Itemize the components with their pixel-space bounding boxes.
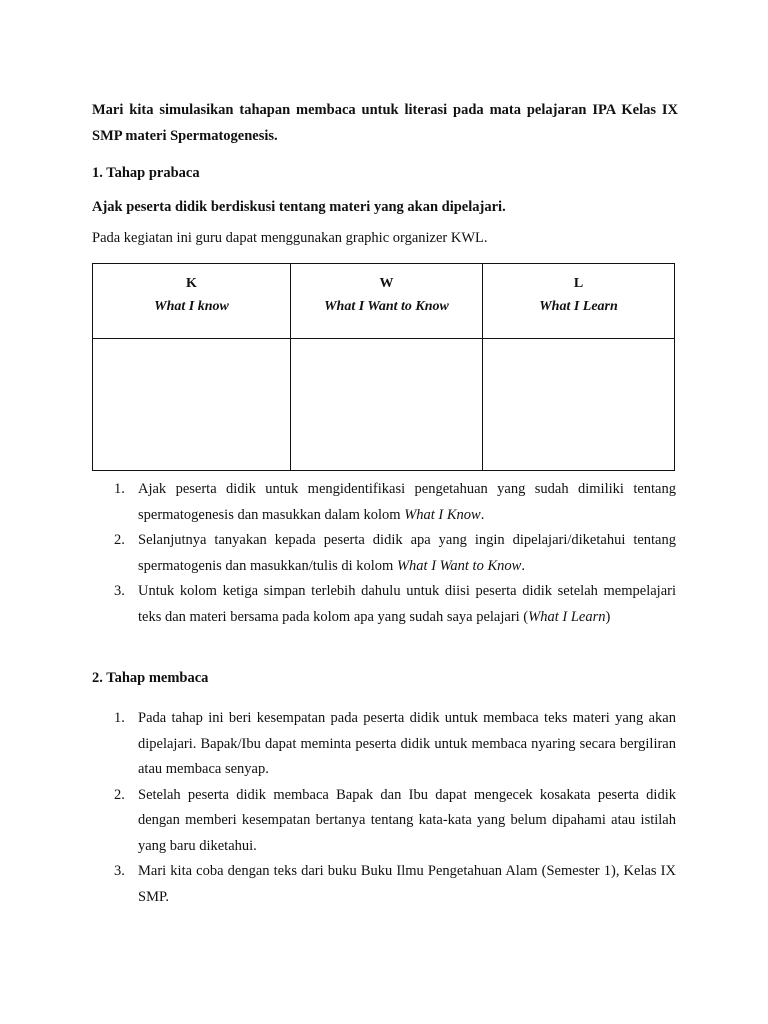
list-after: . — [521, 557, 525, 574]
list-number: 3. — [114, 583, 125, 599]
list-italic: What I Know — [404, 506, 481, 523]
list-item — [92, 783, 676, 860]
section2-heading: 2. Tahap membaca — [92, 670, 209, 686]
kwl-cell-k — [93, 339, 291, 471]
list-text: Selanjutnya tanyakan kepada peserta didik apa yang ingin dipelajari/diketahui tentang spermatogenis dan masukkan/tulis di kolom — [138, 532, 676, 574]
section2-steps — [92, 706, 676, 910]
list-item — [92, 477, 676, 528]
kwl-cell-l — [483, 339, 675, 471]
kwl-cell-w — [291, 339, 483, 471]
section1-instruction: Ajak peserta didik berdiskusi tentang materi yang akan dipelajari. — [92, 199, 506, 215]
list-after: ) — [605, 608, 611, 625]
list-item — [92, 528, 676, 579]
kwl-letter: K — [186, 276, 197, 291]
section1-steps — [92, 477, 676, 630]
intro-paragraph: Mari kita simulasikan tahapan membaca untuk literasi pada mata pelajaran IPA Kelas IX SMP materi Spermatogenesis. — [92, 102, 678, 144]
kwl-letter: W — [379, 276, 394, 291]
kwl-header-w — [291, 264, 483, 339]
kwl-label: What I Want to Know — [324, 299, 449, 314]
kwl-header-row — [93, 264, 675, 339]
list-italic: What I Learn — [528, 608, 606, 625]
list-after: . — [480, 506, 485, 523]
kwl-body-row — [93, 339, 675, 471]
list-text: Ajak peserta didik untuk mengidentifikasi pengetahuan yang sudah dimiliki tentang spermatogenesis dan masukkan dalam kolom — [138, 481, 676, 523]
list-number: 2. — [114, 786, 125, 803]
list-number: 1. — [114, 710, 125, 726]
kwl-label: What I Learn — [539, 299, 618, 314]
list-number: 1. — [114, 481, 125, 497]
section1-heading: 1. Tahap prabaca — [92, 165, 200, 181]
kwl-header-k — [93, 264, 291, 339]
list-italic: What I Want to Know — [396, 557, 522, 574]
list-number: 3. — [114, 863, 125, 879]
list-text: Setelah peserta didik membaca Bapak dan Ibu dapat mengecek kosakata peserta didik dengan memberi kesempatan bertanya tentang kata-kata yang belum dipahami atau istilah yang baru diketahui. — [138, 786, 676, 854]
list-text: Pada tahap ini beri kesempatan pada peserta didik untuk membaca teks materi yang akan dipelajari. Bapak/Ibu dapat meminta peserta didik untuk membaca nyaring secara bergiliran atau membaca senyap. — [138, 710, 676, 777]
kwl-table — [92, 263, 675, 471]
kwl-letter: L — [573, 276, 584, 291]
list-item — [92, 706, 676, 783]
kwl-label: What I know — [154, 299, 229, 314]
kwl-header-l — [483, 264, 675, 339]
list-item — [92, 859, 676, 910]
section1-paragraph: Pada kegiatan ini guru dapat menggunakan graphic organizer KWL. — [92, 230, 488, 246]
list-item — [92, 579, 676, 630]
list-text: Untuk kolom ketiga simpan terlebih dahulu untuk diisi peserta didik setelah mempelajari teks dan materi bersama pada kolom apa yang sudah saya pelajari ( — [138, 583, 676, 625]
list-number: 2. — [114, 532, 125, 548]
list-text: Mari kita coba dengan teks dari buku Buku Ilmu Pengetahuan Alam (Semester 1), Kelas IX SMP. — [138, 863, 676, 905]
